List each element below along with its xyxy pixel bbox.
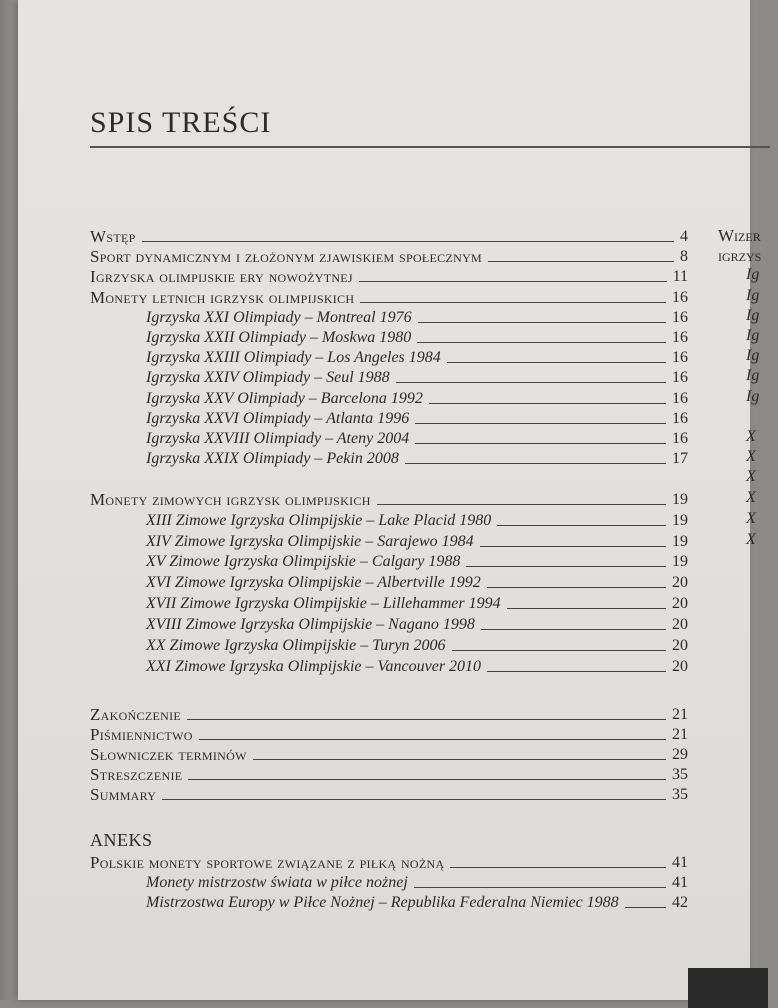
- toc-entry-label: XXI Zimowe Igrzyska Olimpijskie – Vancouver 2010: [146, 658, 482, 675]
- toc-entry: [146, 510, 688, 530]
- book-page: [18, 0, 762, 1000]
- toc-entry: [146, 593, 688, 613]
- toc-page-number: 16: [672, 329, 688, 346]
- toc-leader-line: [487, 586, 666, 588]
- toc-leader-line: [405, 462, 666, 464]
- toc-entry-label: Igrzyska XXI Olimpiady – Montreal 1976: [146, 309, 412, 326]
- toc-leader-line: [429, 402, 666, 404]
- toc-leader-line: [481, 628, 666, 630]
- toc-page-number: 16: [672, 349, 688, 366]
- toc-page-number: 35: [672, 786, 688, 803]
- aneks-heading: ANEKS: [90, 830, 153, 850]
- toc-page-number: 8: [680, 248, 688, 265]
- right-column-fragment: Ig: [746, 287, 760, 304]
- toc-entry-label: Igrzyska XXIX Olimpiady – Pekin 2008: [146, 450, 399, 467]
- toc-page-number: 42: [672, 894, 688, 911]
- toc-entry-label: Monety mistrzostw świata w piłce nożnej: [146, 874, 408, 891]
- toc-entry: [146, 307, 688, 327]
- toc-page-number: 16: [672, 369, 688, 386]
- toc-entry-label: Wstęp: [90, 227, 136, 246]
- toc-leader-line: [450, 866, 666, 868]
- toc-page-number: 20: [672, 616, 688, 633]
- toc-entry: [90, 226, 688, 246]
- toc-entry-label: XVI Zimowe Igrzyska Olimpijskie – Albertville 1992: [146, 574, 481, 591]
- right-column-fragment: X: [746, 510, 756, 527]
- toc-leader-line: [396, 381, 666, 383]
- right-column-fragment: Ig: [746, 367, 760, 384]
- toc-entry: [146, 551, 688, 571]
- right-column-fragment: Ig: [746, 307, 760, 324]
- toc-page-number: 16: [672, 390, 688, 407]
- page-corner-tab: [688, 968, 768, 1008]
- title-rule: [90, 146, 770, 148]
- toc-leader-line: [414, 886, 666, 888]
- toc-page-number: 19: [672, 553, 688, 570]
- toc-page-number: 20: [672, 658, 688, 675]
- toc-page-number: 19: [672, 533, 688, 550]
- toc-entry: [90, 744, 688, 764]
- toc-page-number: 16: [672, 289, 688, 306]
- toc-page-number: 4: [680, 228, 688, 245]
- toc-page-number: 41: [672, 854, 688, 871]
- toc-page-number: 20: [672, 637, 688, 654]
- toc-entry: [146, 428, 688, 448]
- page-title: SPIS TREŚCI: [90, 106, 272, 139]
- toc-leader-line: [377, 503, 666, 505]
- toc-page-number: 16: [672, 410, 688, 427]
- toc-entry: [90, 246, 688, 266]
- toc-page-number: 21: [672, 726, 688, 743]
- toc-page-number: 35: [672, 766, 688, 783]
- toc-page-number: 41: [672, 874, 688, 891]
- toc-leader-line: [187, 718, 666, 720]
- toc-entry-label: XIV Zimowe Igrzyska Olimpijskie – Sarajewo 1984: [146, 533, 474, 550]
- toc-page-number: 21: [672, 706, 688, 723]
- right-column-fragment: igrzys: [718, 246, 762, 265]
- toc-entry-label: Sport dynamicznym i złożonym zjawiskiem społecznym: [90, 247, 483, 266]
- toc-entry-label: Monety zimowych igrzysk olimpijskich: [90, 490, 371, 509]
- toc-entry: [90, 287, 688, 307]
- right-column-fragment: X: [746, 448, 756, 465]
- toc-entry: [90, 724, 688, 744]
- toc-leader-line: [188, 778, 666, 780]
- toc-entry: [146, 347, 688, 367]
- toc-leader-line: [162, 798, 666, 800]
- toc-leader-line: [447, 361, 666, 363]
- toc-entry: [90, 266, 688, 286]
- toc-entry-label: Igrzyska XXIV Olimpiady – Seul 1988: [146, 369, 390, 386]
- right-column-fragment: Ig: [746, 347, 760, 364]
- right-column-fragment: Ig: [746, 388, 760, 405]
- right-column-fragment: Ig: [746, 327, 760, 344]
- toc-entry-label: XV Zimowe Igrzyska Olimpijskie – Calgary 1988: [146, 553, 461, 570]
- toc-entry-label: XVII Zimowe Igrzyska Olimpijskie – Lillehammer 1994: [146, 595, 501, 612]
- toc-entry: [90, 704, 688, 724]
- toc-entry: [146, 656, 688, 676]
- toc-page-number: 19: [672, 491, 688, 508]
- right-column-fragment: Ig: [746, 266, 760, 283]
- toc-leader-line: [507, 607, 666, 609]
- toc-entry-label: Słowniczek terminów: [90, 745, 247, 764]
- toc-leader-line: [418, 321, 666, 323]
- toc-leader-line: [488, 260, 674, 262]
- toc-entry: [146, 872, 688, 892]
- toc-entry: [90, 784, 688, 804]
- toc-leader-line: [487, 670, 666, 672]
- toc-page-number: 11: [672, 268, 688, 285]
- toc-entry: [146, 531, 688, 551]
- toc-entry-label: XVIII Zimowe Igrzyska Olimpijskie – Nagano 1998: [146, 616, 475, 633]
- toc-entry: [146, 448, 688, 468]
- toc-entry: [146, 892, 688, 912]
- toc-page-number: 20: [672, 574, 688, 591]
- right-column-fragment: X: [746, 428, 756, 445]
- toc-entry: [90, 852, 688, 872]
- toc-page-number: 16: [672, 309, 688, 326]
- toc-leader-line: [415, 442, 666, 444]
- toc-entry: [146, 635, 688, 655]
- toc-leader-line: [142, 240, 674, 242]
- toc-page-number: 29: [672, 746, 688, 763]
- toc-leader-line: [359, 280, 667, 282]
- toc-entry-label: Polskie monety sportowe związane z piłką nożną: [90, 853, 445, 872]
- toc-leader-line: [466, 565, 666, 567]
- toc-leader-line: [497, 524, 666, 526]
- toc-entry: [146, 572, 688, 592]
- toc-entry: [146, 327, 688, 347]
- toc-entry: [146, 388, 688, 408]
- toc-entry-label: Igrzyska XXIII Olimpiady – Los Angeles 1984: [146, 349, 441, 366]
- toc-entry: [90, 764, 688, 784]
- toc-leader-line: [253, 758, 666, 760]
- toc-page-number: 20: [672, 595, 688, 612]
- toc-leader-line: [625, 906, 666, 908]
- right-column-fragment: X: [746, 489, 756, 506]
- toc-entry: [146, 614, 688, 634]
- toc-entry: [146, 367, 688, 387]
- toc-entry-label: Monety letnich igrzysk olimpijskich: [90, 288, 355, 307]
- toc-entry-label: Zakończenie: [90, 705, 182, 724]
- toc-entry-label: Igrzyska XXV Olimpiady – Barcelona 1992: [146, 390, 423, 407]
- toc-page-number: 19: [672, 512, 688, 529]
- background-wall: [0, 0, 18, 1000]
- toc-leader-line: [415, 422, 666, 424]
- toc-entry: [146, 408, 688, 428]
- right-column-fragment: X: [746, 468, 756, 485]
- toc-entry-label: Piśmiennictwo: [90, 725, 193, 744]
- toc-entry-label: XIII Zimowe Igrzyska Olimpijskie – Lake Placid 1980: [146, 512, 492, 529]
- toc-entry-label: Streszczenie: [90, 765, 183, 784]
- toc-leader-line: [199, 738, 666, 740]
- toc-entry-label: Igrzyska XXVIII Olimpiady – Ateny 2004: [146, 430, 410, 447]
- toc-entry-label: XX Zimowe Igrzyska Olimpijskie – Turyn 2006: [146, 637, 446, 654]
- toc-entry-label: Igrzyska olimpijskie ery nowożytnej: [90, 267, 353, 286]
- right-column-fragment: X: [746, 531, 756, 548]
- toc-leader-line: [360, 301, 666, 303]
- toc-entry-label: Summary: [90, 785, 157, 804]
- toc-entry-label: Igrzyska XXII Olimpiady – Moskwa 1980: [146, 329, 412, 346]
- toc-leader-line: [417, 341, 666, 343]
- toc-entry: [90, 489, 688, 509]
- toc-leader-line: [480, 545, 666, 547]
- toc-leader-line: [452, 649, 666, 651]
- toc-page-number: 16: [672, 430, 688, 447]
- toc-page-number: 17: [672, 450, 688, 467]
- toc-entry-label: Mistrzostwa Europy w Piłce Nożnej – Republika Federalna Niemiec 1988: [146, 894, 619, 911]
- right-column-fragment: Wizer: [718, 226, 761, 245]
- toc-entry-label: Igrzyska XXVI Olimpiady – Atlanta 1996: [146, 410, 410, 427]
